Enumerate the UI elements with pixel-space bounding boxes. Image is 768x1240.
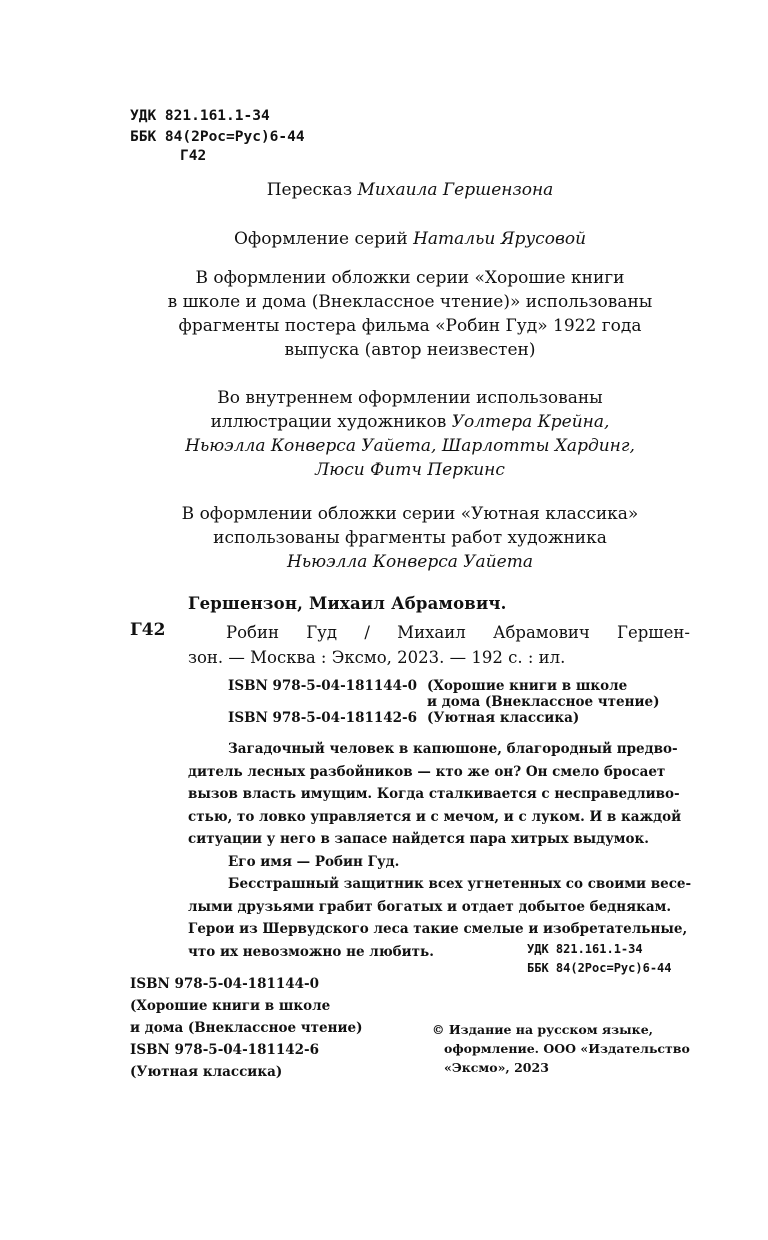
- cover-note-2: В оформлении обложки серии «Уютная классика» использованы фрагменты работ художника Ньюэлла Конверса Уайета: [181, 504, 639, 572]
- udk-bbk-repeat: УДК 821.161.1-34 ББК 84(2Рос=Рус)6-44: [527, 942, 672, 975]
- annotation-text: Загадочный человек в капюшоне, благородный предво- дитель лесных разбойников — кто же он? Он смело бросает вызов власть имущим. Когда сталкивается с несправедливо- стью, то ловко управляется и с мечом, и с луком. И в каждой ситуации у него в запасе найдется пара хитрых выдумок. Его имя — Робин Гуд. Бесстрашный защитник всех угнетенных со своими весе- лыми друзьями грабит богатых и отдает добытое беднякам. Герои из Шервудского леса такие смелые и изобретательные, что их невозможно не любить.: [188, 741, 692, 960]
- isbn-entry: ISBN 978-5-04-181144-0 (Хорошие книги в школе: [228, 678, 628, 694]
- author-mark-top: Г42: [180, 148, 207, 164]
- bib-isbn-list: ISBN 978-5-04-181144-0 (Хорошие книги в школе и дома (Внеклассное чтение) ISBN 978-5-04-181142-6 (Уютная классика): [228, 678, 660, 726]
- cover-note-1: В оформлении обложки серии «Хорошие книги в школе и дома (Внеклассное чтение)» использованы фрагменты постера фильма «Робин Гуд» 1922 года выпуска (автор неизвестен): [167, 268, 653, 360]
- isbn-entry: ISBN 978-5-04-181142-6 (Уютная классика): [228, 710, 580, 726]
- series-design-credit: Оформление серий Натальи Ярусовой: [233, 229, 587, 249]
- designer-name: Натальи Ярусовой: [413, 229, 587, 249]
- interior-illustrations-note: Во внутреннем оформлении использованы иллюстрации художников Уолтера Крейна, Ньюэлла Конверса Уайета, Шарлотты Хардинг, Люси Фитч Перкинс: [185, 388, 635, 480]
- bib-author-heading: Гершензон, Михаил Абрамович.: [188, 594, 507, 613]
- retelling-credit: Пересказ Михаила Гершензона: [266, 180, 554, 200]
- bib-title-statement: Робин Гуд / Михаил Абрамович Гершен- зон. — Москва : Эксмо, 2023. — 192 с. : ил.: [188, 623, 690, 667]
- copyright-notice: © Издание на русском языке, оформление. ООО «Издательство «Эксмо», 2023: [432, 1022, 690, 1075]
- bbk-code: ББК 84(2Рос=Рус)6-44: [130, 129, 305, 145]
- udk-bbk-block: [130, 106, 305, 148]
- reteller-name: Михаила Гершензона: [357, 180, 554, 200]
- isbn-bottom-block: ISBN 978-5-04-181144-0 (Хорошие книги в школе и дома (Внеклассное чтение) ISBN 978-5-04-181142-6 (Уютная классика): [130, 976, 363, 1080]
- author-mark-entry: Г42: [130, 620, 166, 640]
- udk-code: УДК 821.161.1-34: [130, 108, 270, 124]
